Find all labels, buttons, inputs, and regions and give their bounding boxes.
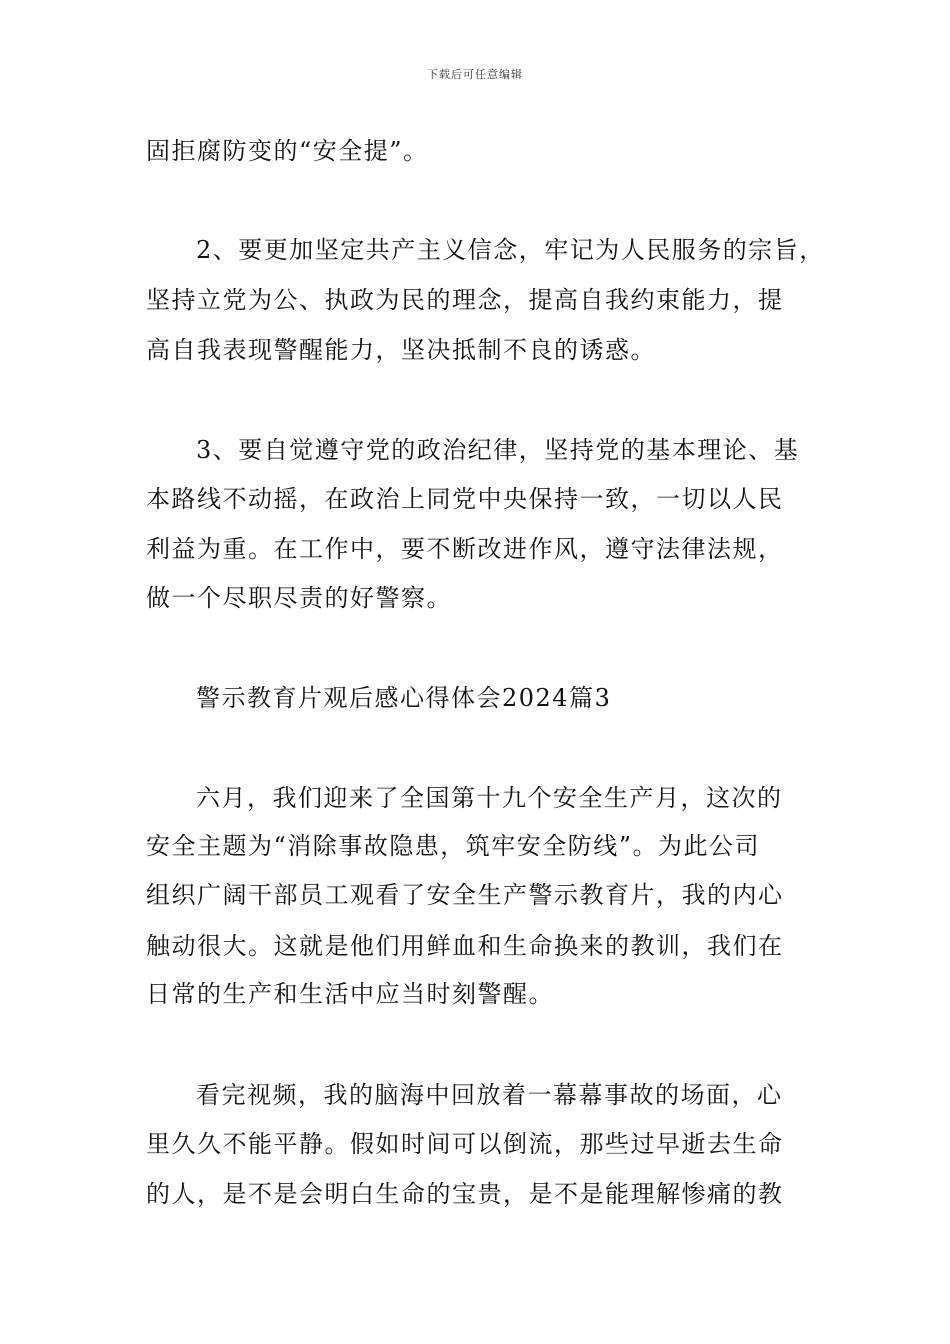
text-line: 里久久不能平静。假如时间可以倒流，那些过早逝去生命	[146, 1130, 784, 1158]
paragraph-start-line: 2、要更加坚定共产主义信念，牢记为人民服务的宗旨，	[196, 236, 825, 264]
text-line: 坚持立党为公、执政为民的理念，提高自我约束能力，提	[146, 286, 784, 314]
text-line: 高自我表现警醒能力，坚决抵制不良的诱惑。	[146, 336, 656, 364]
text-line: 安全主题为“消除事故隐患，筑牢安全防线”。为此公司	[146, 832, 761, 860]
section-heading: 警示教育片观后感心得体会2024篇3	[196, 684, 612, 712]
text-line: 触动很大。这就是他们用鲜血和生命换来的教训，我们在	[146, 932, 784, 960]
text-line: 固拒腐防变的“安全提”。	[146, 137, 429, 165]
text-line: 组织广阔干部员工观看了安全生产警示教育片，我的内心	[146, 881, 784, 909]
text-line: 利益为重。在工作中，要不断改进作风，遵守法律法规，	[146, 535, 784, 563]
text-line: 本路线不动摇，在政治上同党中央保持一致，一切以人民	[146, 485, 784, 513]
text-line: 的人，是不是会明白生命的宝贵，是不是能理解惨痛的教	[146, 1180, 784, 1208]
page-header: 下载后可任意编辑	[427, 68, 523, 81]
paragraph-start-line: 看完视频，我的脑海中回放着一幕幕事故的场面，心	[196, 1081, 783, 1109]
text-line: 做一个尽职尽责的好警察。	[146, 584, 452, 612]
paragraph-start-line: 六月，我们迎来了全国第十九个安全生产月，这次的	[196, 784, 783, 812]
text-line: 日常的生产和生活中应当时刻警醒。	[146, 980, 554, 1008]
paragraph-start-line: 3、要自觉遵守党的政治纪律，坚持党的基本理论、基	[196, 436, 800, 464]
